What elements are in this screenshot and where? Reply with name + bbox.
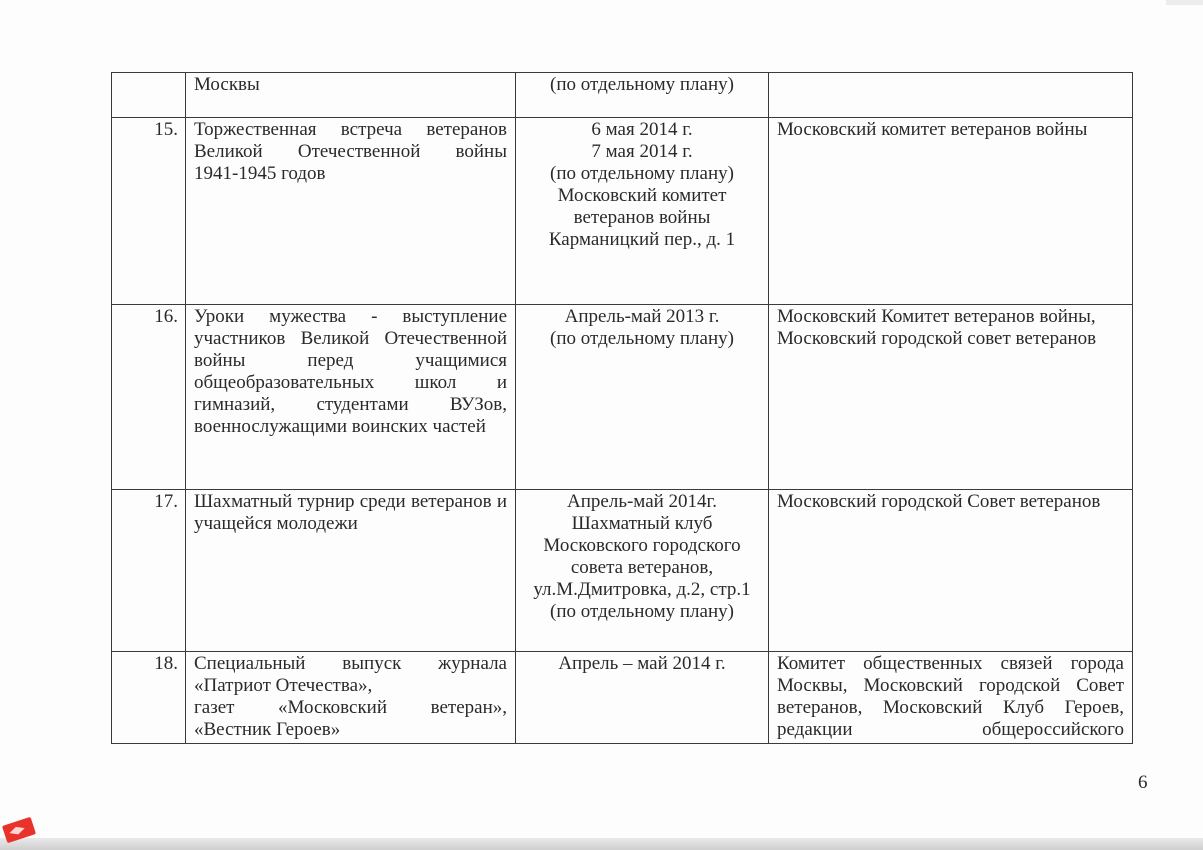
event-cell — [186, 305, 516, 490]
event-text: Москвы — [194, 74, 260, 95]
date-cell — [516, 652, 769, 744]
row-number — [112, 73, 186, 118]
date-cell — [516, 305, 769, 490]
event-text: Специальный выпуск журнала «Патриот Отечества», — [194, 653, 507, 696]
events-table — [111, 72, 1133, 744]
date-text: (по отдельному плану) — [550, 601, 734, 622]
responsible-text: Комитет общественных связей города Москвы, Московский городской Совет ветеранов, Московский Клуб Героев, редакции общероссийского — [777, 653, 1124, 740]
date-cell — [516, 118, 769, 305]
date-text: Московского городского — [543, 535, 741, 556]
table-row — [112, 490, 1133, 652]
event-text: Уроки мужества - выступление участников Великой Отечественной войны перед учащимися общеобразовательных школ и гимназий, студентами ВУЗов, военнослужащими воинских частей — [194, 306, 507, 437]
responsible-text: Московский городской Совет ветеранов — [777, 491, 1101, 512]
responsible-cell — [769, 73, 1133, 118]
scan-edge-mark — [1166, 0, 1203, 5]
row-number: 15. — [112, 118, 186, 305]
event-text: газет «Московский ветеран», — [194, 697, 507, 718]
date-text: Шахматный клуб — [571, 513, 713, 534]
date-text: Карманицкий пер., д. 1 — [548, 229, 736, 250]
responsible-text: Московский Комитет ветеранов войны, — [777, 306, 1096, 327]
event-text: 1941-1945 годов — [194, 163, 326, 184]
date-text: совета ветеранов, — [570, 557, 714, 578]
responsible-cell — [769, 490, 1133, 652]
page-number: 6 — [1138, 772, 1148, 793]
date-cell — [516, 490, 769, 652]
scan-bottom-edge — [0, 838, 1203, 850]
event-text: «Вестник Героев» — [194, 719, 341, 740]
event-cell — [186, 73, 516, 118]
event-cell — [186, 118, 516, 305]
event-cell — [186, 652, 516, 744]
event-text: Торжественная встреча ветеранов Великой Отечественной войны — [194, 119, 507, 162]
responsible-text: Московский городской совет ветеранов — [777, 328, 1097, 349]
date-text: Апрель-май 2013 г. — [564, 306, 720, 327]
event-text: Шахматный турнир среди ветеранов и учащейся молодежи — [194, 491, 507, 534]
responsible-cell — [769, 305, 1133, 490]
date-text: (по отдельному плану) — [550, 74, 734, 95]
date-text: (по отдельному плану) — [550, 163, 734, 184]
row-number: 18. — [112, 652, 186, 744]
date-text: 6 мая 2014 г. — [591, 119, 693, 140]
date-text: Апрель – май 2014 г. — [558, 653, 726, 674]
responsible-text: Московский комитет ветеранов войны — [777, 119, 1088, 140]
row-number: 16. — [112, 305, 186, 490]
date-text: ветеранов войны — [573, 207, 711, 228]
date-cell — [516, 73, 769, 118]
responsible-cell — [769, 118, 1133, 305]
row-number: 17. — [112, 490, 186, 652]
date-text: Московский комитет — [557, 185, 727, 206]
date-text: (по отдельному плану) — [550, 328, 734, 349]
event-cell — [186, 490, 516, 652]
table-row — [112, 118, 1133, 305]
date-text: Апрель-май 2014г. — [567, 491, 717, 512]
date-text: ул.М.Дмитровка, д.2, стр.1 — [533, 579, 751, 600]
date-text: 7 мая 2014 г. — [591, 141, 693, 162]
responsible-cell — [769, 652, 1133, 744]
table-row — [112, 305, 1133, 490]
table-row — [112, 652, 1133, 744]
table-row — [112, 73, 1133, 118]
